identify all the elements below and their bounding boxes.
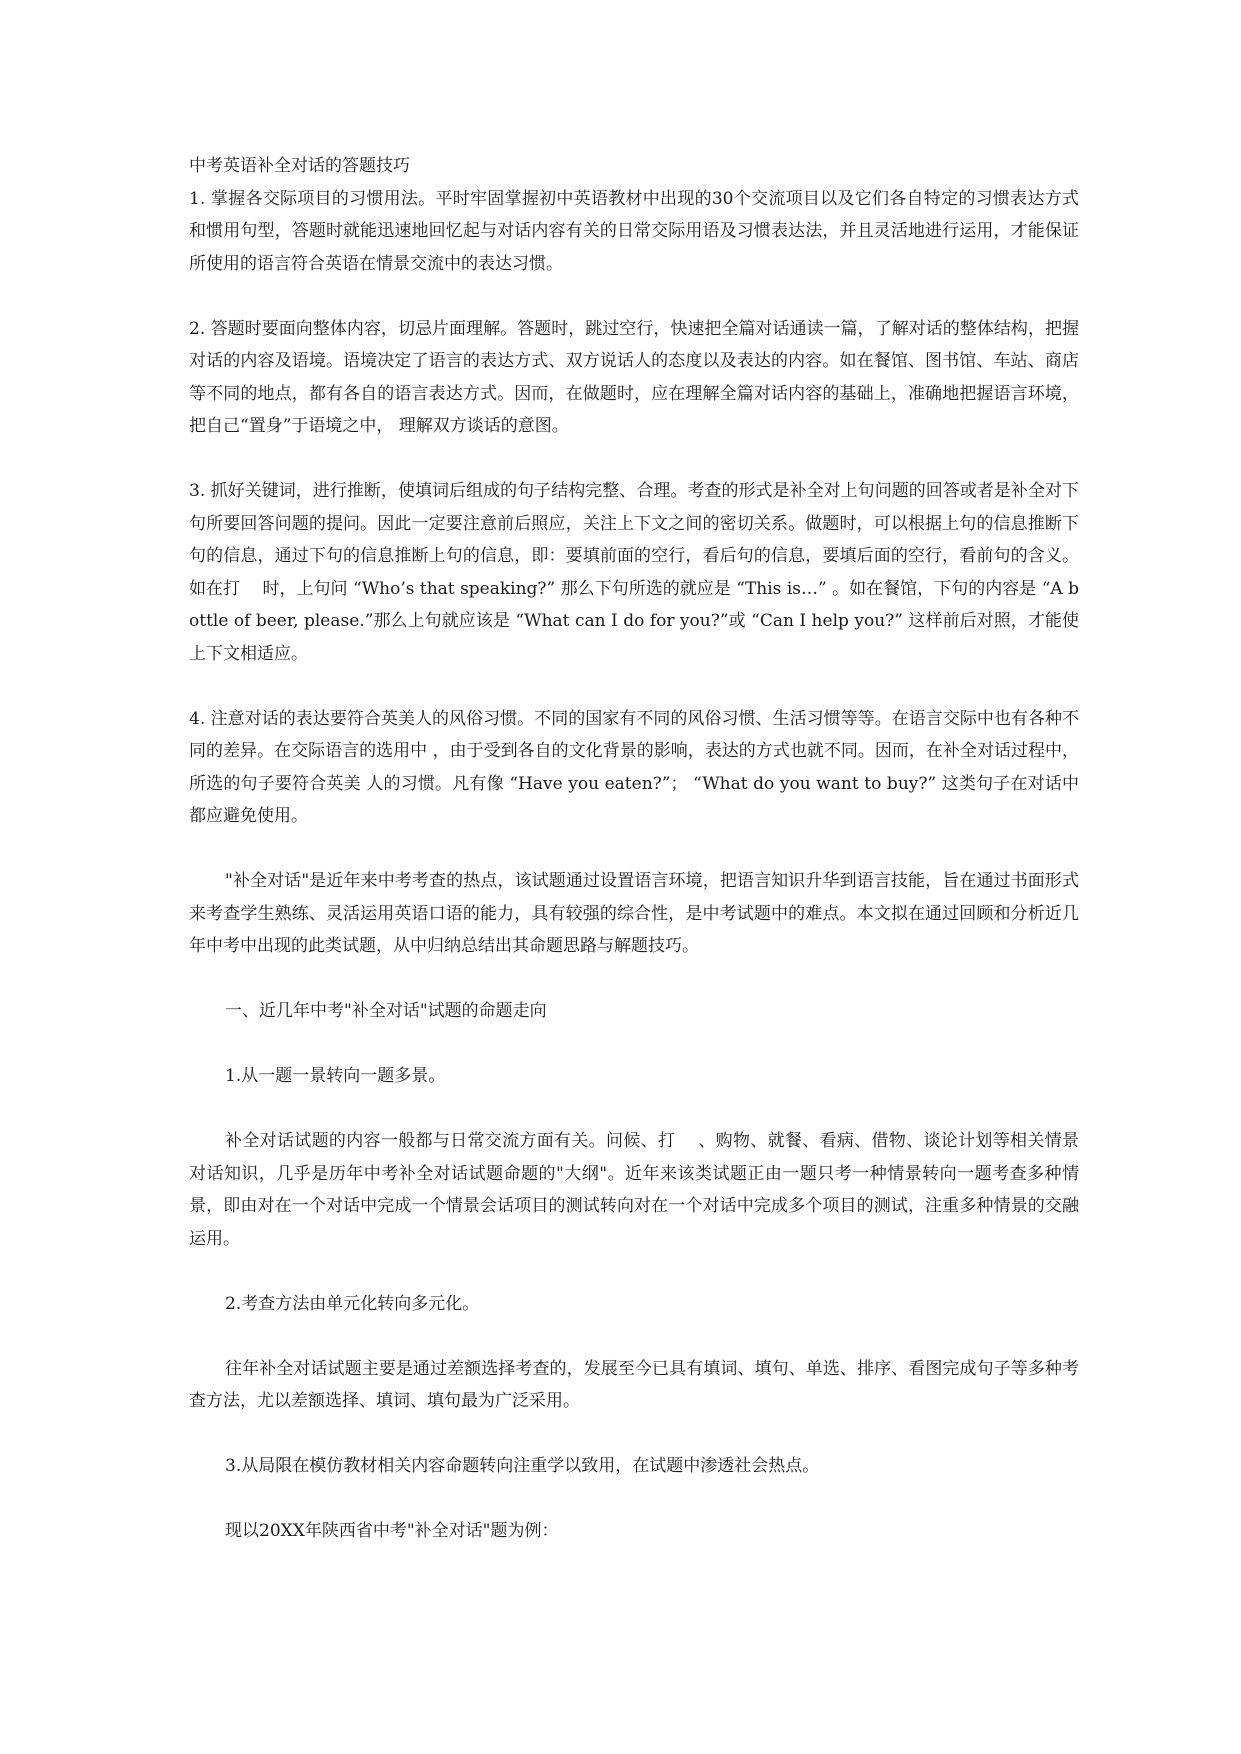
point-4: 4. 注意对话的表达要符合英美人的风俗习惯。不同的国家有不同的风俗习惯、生活习惯等等。在语言交际中也有各种不同的差异。在交际语言的选用中 ，由于受到各自的文化背景的影响，表达的方式也就不同。因而，在补全对话过程中，所选的句子要符合英美 人的习惯。凡有像 “Have you eaten?”； “What do you want to buy?” 这类句子在对话中都应避免使用。 <box>189 708 1079 826</box>
trend-3-heading: 3.从局限在模仿教材相关内容命题转向注重学以致用，在试题中渗透社会热点。 <box>225 1456 820 1476</box>
point-1: 1. 掌握各交际项目的习惯用法。平时牢固掌握初中英语教材中出现的30个交流项目以及它们各自特定的习惯表达方式和惯用句型，答题时就能迅速地回忆起与对话内容有关的日常交际用语及习惯表达法，并且灵活地进行运用，才能保证所使用的语言符合英语在情景交流中的表达习惯。 <box>189 188 1079 274</box>
point-3: 3. 抓好关键词，进行推断，使填词后组成的句子结构完整、合理。考查的形式是补全对上句问题的回答或者是补全对下句所要回答问题的提问。因此一定要注意前后照应，关注上下文之间的密切关系。做题时，可以根据上句的信息推断下句的信息，通过下句的信息推断上句的信息，即：要填前面的空行，看后句的信息，要填后面的空行，看前句的含义。如在打 时，上句问 “Who’s that speaking?” 那么下句所选的就应是 “This is…” 。如在餐馆，下句的内容是 “A bottle of beer, please.”那么上句就应该是 “What can I do for you?”或 “Can I help you?” 这样前后对照，才能使上下文相适应。 <box>189 481 1079 664</box>
point-2: 2. 答题时要面向整体内容，切忌片面理解。答题时，跳过空行，快速把全篇对话通读一篇，了解对话的整体结构，把握对话的内容及语境。语境决定了语言的表达方式、双方说话人的态度以及表达的内容。如在餐馆、图书馆、车站、商店等不同的地点，都有各自的语言表达方式。因而，在做题时，应在理解全篇对话内容的基础上，准确地把握语言环境，把自己“置身”于语境之中， 理解双方谈话的意图。 <box>189 318 1079 436</box>
document-page <box>189 150 1079 1548</box>
example-intro: 现以20XX年陕西省中考"补全对话"题为例： <box>225 1521 559 1541</box>
document-title: 中考英语补全对话的答题技巧 <box>189 156 410 176</box>
section-1-heading: 一、近几年中考"补全对话"试题的命题走向 <box>225 1001 547 1021</box>
trend-1-heading: 1.从一题一景转向一题多景。 <box>225 1066 446 1086</box>
intro-paragraph: "补全对话"是近年来中考考查的热点，该试题通过设置语言环境，把语言知识升华到语言技能，旨在通过书面形式来考查学生熟练、灵活运用英语口语的能力，具有较强的综合性，是中考试题中的难点。本文拟在通过回顾和分析近几年中考中出现的此类试题，从中归纳总结出其命题思路与解题技巧。 <box>189 871 1079 956</box>
trend-2-body: 往年补全对话试题主要是通过差额选择考查的，发展至今已具有填词、填句、单选、排序、看图完成句子等多种考查方法，尤以差额选择、填词、填句最为广泛采用。 <box>189 1358 1079 1411</box>
trend-1-body: 补全对话试题的内容一般都与日常交流方面有关。问候、打 、购物、就餐、看病、借物、谈论计划等相关情景对话知识，几乎是历年中考补全对话试题命题的"大纲"。近年来该类试题正由一题只考一种情景转向一题考查多种情景，即由对在一个对话中完成一个情景会话项目的测试转向对在一个对话中完成多个项目的测试，注重多种情景的交融运用。 <box>189 1131 1079 1249</box>
trend-2-heading: 2.考查方法由单元化转向多元化。 <box>225 1293 480 1314</box>
